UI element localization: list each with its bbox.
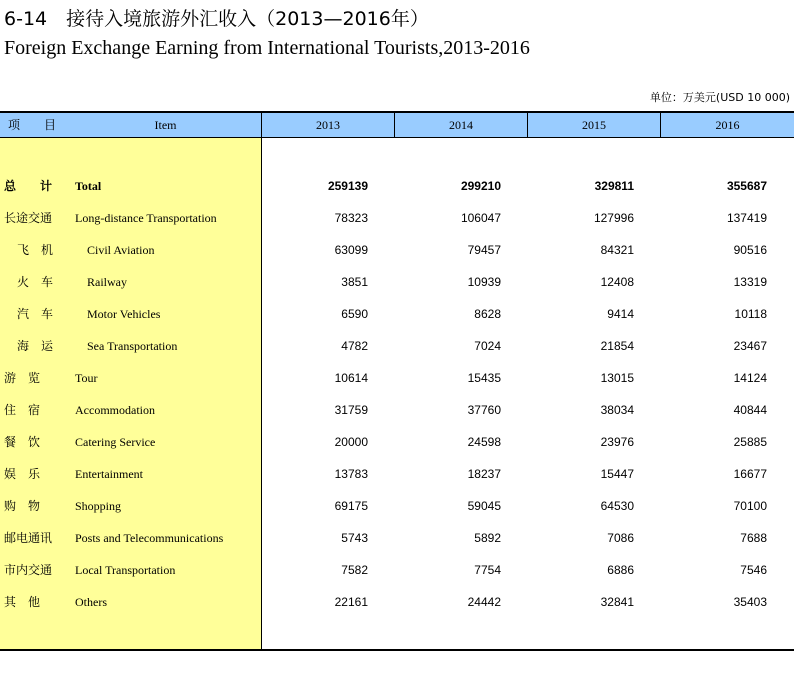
unit-label: 单位：万美元(USD 10 000): [649, 91, 790, 104]
cell-2016: 10118: [734, 307, 767, 321]
cell-2016: 35403: [733, 595, 767, 609]
cell-2013: 6590: [341, 307, 368, 321]
cell-2014: 10939: [467, 275, 501, 289]
row-label-english: Long-distance Transportation: [75, 211, 217, 225]
cell-2014: 299210: [460, 179, 501, 193]
row-label-chinese: 总 计: [4, 179, 53, 193]
row-label-chinese: 汽 车: [17, 307, 54, 321]
row-label-chinese: 游 览: [4, 371, 41, 385]
table-row: [0, 330, 794, 362]
cell-2016: 90516: [733, 243, 767, 257]
row-label-chinese: 餐 饮: [4, 435, 41, 449]
row-label-english: Shopping: [75, 499, 122, 513]
row-label-chinese: 住 宿: [4, 403, 41, 417]
cell-2015: 15447: [600, 467, 634, 481]
cell-2013: 10614: [334, 371, 368, 385]
cell-2016: 355687: [726, 179, 767, 193]
cell-2016: 13319: [733, 275, 767, 289]
cell-2016: 7546: [740, 563, 767, 577]
cell-2013: 63099: [334, 243, 368, 257]
cell-2014: 37760: [467, 403, 501, 417]
cell-2016: 14124: [733, 371, 767, 385]
cell-2013: 22161: [334, 595, 368, 609]
cell-2014: 18237: [467, 467, 501, 481]
row-label-chinese: 火 车: [17, 275, 54, 289]
header-year-2016: 2016: [660, 113, 794, 137]
cell-2015: 9414: [607, 307, 634, 321]
cell-2015: 12408: [600, 275, 634, 289]
table-row: [0, 554, 794, 586]
row-label-chinese: 娱 乐: [4, 467, 41, 481]
cell-2015: 32841: [600, 595, 634, 609]
cell-2015: 84321: [600, 243, 634, 257]
table-row: [0, 298, 794, 330]
row-label-english: Posts and Telecommunications: [75, 531, 224, 545]
row-label-english: Sea Transportation: [87, 339, 178, 353]
cell-2015: 21854: [600, 339, 634, 353]
cell-2013: 3851: [341, 275, 368, 289]
cell-2013: 7582: [341, 563, 368, 577]
header-year-2014: 2014: [394, 113, 527, 137]
cell-2014: 106047: [460, 211, 501, 225]
cell-2014: 5892: [474, 531, 501, 545]
cell-2014: 24598: [467, 435, 501, 449]
cell-2015: 38034: [600, 403, 634, 417]
table-row: [0, 522, 794, 554]
table-row: [0, 586, 794, 618]
table-row: [0, 362, 794, 394]
cell-2013: 259139: [327, 179, 368, 193]
cell-2014: 8628: [474, 307, 501, 321]
cell-2016: 7688: [740, 531, 767, 545]
cell-2016: 137419: [726, 211, 767, 225]
header-item-english: Item: [154, 118, 177, 132]
row-label-english: Railway: [87, 275, 127, 289]
table-row: [0, 202, 794, 234]
table-row: [0, 234, 794, 266]
row-label-chinese: 邮电通讯: [4, 531, 53, 545]
table-row: [0, 458, 794, 490]
row-label-english: Tour: [75, 371, 98, 385]
cell-2015: 6886: [607, 563, 634, 577]
cell-2015: 329811: [594, 179, 634, 193]
cell-2013: 5743: [341, 531, 368, 545]
row-label-chinese: 购 物: [4, 499, 41, 513]
cell-2014: 79457: [467, 243, 501, 257]
cell-2014: 59045: [467, 499, 501, 513]
row-label-english: Motor Vehicles: [87, 307, 161, 321]
row-label-english: Civil Aviation: [87, 243, 155, 257]
bottom-rule: [0, 649, 794, 651]
cell-2016: 25885: [733, 435, 767, 449]
table-row: [0, 266, 794, 298]
cell-2015: 127996: [593, 211, 634, 225]
cell-2014: 7754: [474, 563, 501, 577]
row-label-chinese: 其 他: [4, 595, 41, 609]
cell-2013: 78323: [334, 211, 368, 225]
cell-2013: 20000: [334, 435, 368, 449]
table-row-total: [0, 170, 794, 202]
table-row: [0, 490, 794, 522]
cell-2013: 69175: [334, 499, 368, 513]
row-label-english: Others: [75, 595, 107, 609]
header-year-2015: 2015: [527, 113, 660, 137]
cell-2014: 7024: [474, 339, 501, 353]
table-row: [0, 426, 794, 458]
cell-2014: 15435: [467, 371, 501, 385]
row-label-chinese: 海 运: [17, 339, 54, 353]
row-label-english: Local Transportation: [75, 563, 176, 577]
row-label-english: Accommodation: [75, 403, 155, 417]
header-year-2013: 2013: [261, 113, 394, 137]
row-label-english: Total: [75, 179, 102, 193]
cell-2015: 7086: [607, 531, 634, 545]
cell-2015: 13015: [600, 371, 634, 385]
cell-2016: 70100: [733, 499, 767, 513]
cell-2015: 23976: [600, 435, 634, 449]
cell-2013: 13783: [334, 467, 368, 481]
cell-2016: 23467: [733, 339, 767, 353]
table-title-chinese: 6-14 接待入境旅游外汇收入（2013—2016年）: [4, 8, 429, 30]
cell-2016: 16677: [733, 467, 767, 481]
row-label-chinese: 市内交通: [4, 563, 53, 577]
table-header: [0, 113, 794, 138]
cell-2014: 24442: [467, 595, 501, 609]
header-item-chinese: 项 目: [7, 118, 62, 132]
table-row: [0, 394, 794, 426]
row-label-english: Entertainment: [75, 467, 143, 481]
cell-2016: 40844: [733, 403, 767, 417]
row-label-chinese: 长途交通: [4, 211, 53, 225]
row-label-english: Catering Service: [75, 435, 156, 449]
cell-2013: 4782: [341, 339, 368, 353]
cell-2015: 64530: [600, 499, 634, 513]
table-title-english: Foreign Exchange Earning from International Tourists,2013-2016: [4, 37, 530, 59]
row-label-chinese: 飞 机: [17, 243, 54, 257]
cell-2013: 31759: [334, 403, 368, 417]
